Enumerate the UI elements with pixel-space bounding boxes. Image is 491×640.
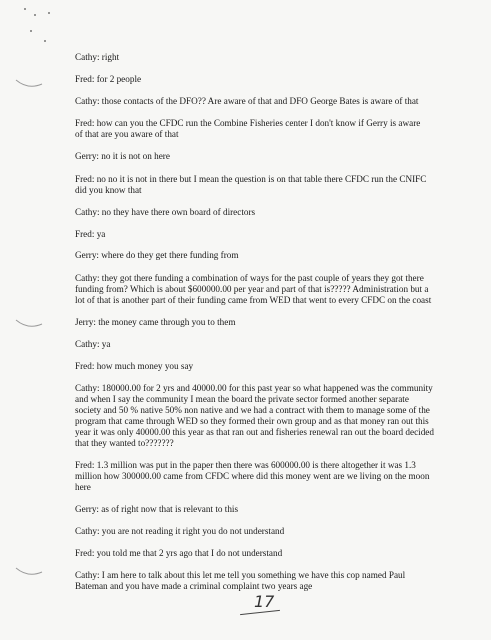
hole-punch-mark xyxy=(14,318,44,332)
transcript-line: Fred: no no it is not in there but I mean the question is on that table there CFDC run the CNIFC xyxy=(75,174,427,184)
transcript-line: lot of that is another part of their funding came from WED that went to every CFDC on the coast xyxy=(75,295,432,305)
transcript-line: year it was only 40000.00 this year as that ran out and fisheries renewal ran out the board decided xyxy=(75,427,434,437)
hole-punch-mark xyxy=(14,78,44,92)
scan-speck xyxy=(48,12,50,14)
transcript-line: Fred: 1.3 million was put in the paper then there was 600000.00 is there altogether it was 1.3 xyxy=(75,460,416,470)
page-number: 17 xyxy=(254,592,275,611)
transcript-line: and when I say the community I mean the board the private sector formed another separate xyxy=(75,394,409,404)
transcript-line: Gerry: no it is not on here xyxy=(75,151,170,161)
transcript-line: did you know that xyxy=(75,185,142,195)
transcript-line: that they wanted to??????? xyxy=(75,438,174,448)
transcript-line: Fred: how much money you say xyxy=(75,361,194,371)
transcript-line: Cathy: those contacts of the DFO?? Are aware of that and DFO George Bates is aware of that xyxy=(75,96,419,106)
transcript-line: Cathy: you are not reading it right you do not understand xyxy=(75,526,285,536)
transcript-line: Jerry: the money came through you to them xyxy=(75,317,236,327)
transcript-line: Cathy: they got there funding a combination of ways for the past couple of years they got there xyxy=(75,273,424,283)
transcript-line: Bateman and you have made a criminal complaint two years age xyxy=(75,581,313,591)
transcript-line: Fred: for 2 people xyxy=(75,74,142,84)
transcript-line: Cathy: 180000.00 for 2 yrs and 40000.00 for this past year so what happened was the community xyxy=(75,383,433,393)
transcript-line: Cathy: I am here to talk about this let me tell you something we have this cop named Paul xyxy=(75,570,406,580)
transcript-line: Cathy: ya xyxy=(75,339,111,349)
transcript-line: Cathy: no they have there own board of directors xyxy=(75,207,256,217)
transcript-line: Cathy: right xyxy=(75,52,120,62)
scan-speck xyxy=(30,30,32,32)
transcript-line: Gerry: as of right now that is relevant to this xyxy=(75,504,239,514)
transcript-line: society and 50 % native 50% non native and we had a contract with them to manage some of the xyxy=(75,405,430,415)
scan-speck xyxy=(34,14,36,16)
transcript-line: Gerry: where do they get there funding from xyxy=(75,250,239,260)
transcript-line: Fred: you told me that 2 yrs ago that I do not understand xyxy=(75,548,283,558)
transcript-line: million how 300000.00 came from CFDC where did this money went are we living on the moon xyxy=(75,471,430,481)
transcript-line: Fred: how can you the CFDC run the Combine Fisheries center I don't know if Gerry is aware xyxy=(75,118,421,128)
scan-speck xyxy=(44,40,46,42)
scan-speck xyxy=(24,8,26,10)
transcript-line: funding from? Which is about $600000.00 per year and part of that is????? Administration but a xyxy=(75,284,429,294)
transcript-line: here xyxy=(75,482,91,492)
transcript-line: Fred: ya xyxy=(75,229,106,239)
hole-punch-mark xyxy=(14,566,44,580)
transcript-line: of that are you aware of that xyxy=(75,129,179,139)
transcript-line: program that came through WED so they formed their own group and as that money ran out this xyxy=(75,416,429,426)
